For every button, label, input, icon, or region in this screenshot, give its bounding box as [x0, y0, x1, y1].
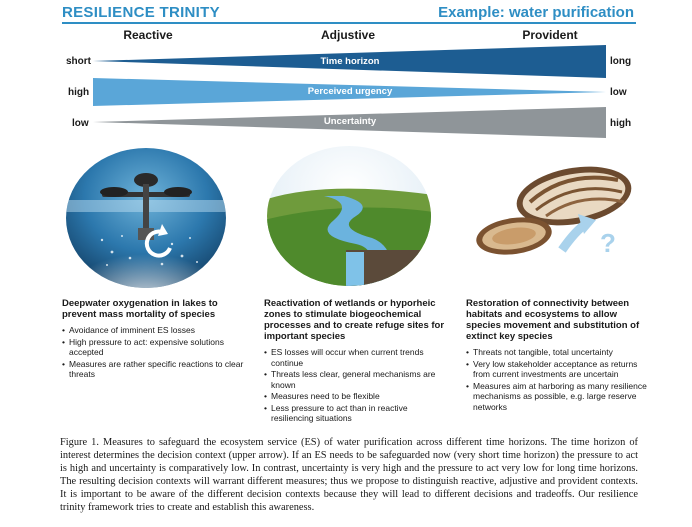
time-horizon-left-label: short	[66, 56, 91, 67]
figure-caption: Figure 1. Measures to safeguard the ecosystem service (ES) of water purification across different time horizons. The time horizon of interest determines the decision context (upper arrow). If an ES needs to be safeguarded now (very short time horizon) the pressure to act is high and uncertainty is comparatively low. In contrast, uncertainty is very high and the pressure to act very low for long time horizons. The resulting decision contexts will warrant different measures; thus we propose to distinguish reactive, adjustive and provident contexts. It is important to be aware of the different decision contexts because they will lead to different decisions and tradeoffs. Our resilience trinity framework tries to create and establish this awareness.	[60, 437, 638, 513]
provident-bullets	[466, 347, 652, 412]
uncertainty-label: Uncertainty	[323, 116, 377, 127]
mussel-shells-illustration	[466, 140, 646, 290]
column-provident	[466, 298, 652, 413]
column-heading-reactive: Reactive	[123, 28, 173, 42]
figure-title: RESILIENCE TRINITY	[62, 4, 220, 21]
list-item: • Threats not tangible, total uncertainty	[466, 347, 652, 358]
reactive-title: Deepwater oxygenation in lakes to prevent mass mortality of species	[62, 298, 218, 320]
list-item: • High pressure to act: expensive solutions accepted	[62, 337, 248, 358]
list-item: • Avoidance of imminent ES losses	[62, 325, 248, 336]
urgency-left-label: high	[68, 87, 90, 98]
uncertainty-left-label: low	[72, 118, 89, 129]
list-item: • Measures need to be flexible	[264, 391, 450, 402]
list-item: • Less pressure to act than in reactive resiliencing situations	[264, 403, 450, 424]
deepwater-oxygenation-illustration	[62, 140, 230, 290]
list-item: • Measures are rather specific reactions to clear threats	[62, 359, 248, 380]
figure-example-label: Example: water purification	[438, 4, 634, 21]
question-mark: ?	[600, 228, 616, 258]
column-heading-provident: Provident	[522, 28, 578, 42]
header-rule	[62, 22, 636, 24]
adjustive-title: Reactivation of wetlands or hyporheic zones to stimulate biogeochemical processes and to create refuge sites for important species	[264, 298, 445, 342]
list-item: • Very low stakeholder acceptance as returns from current investments are uncertain	[466, 359, 652, 380]
time-horizon-right-label: long	[610, 56, 632, 67]
wetland-stream-illustration	[264, 140, 434, 290]
provident-title: Restoration of connectivity between habitats and ecosystems to allow species movement and substitution of extinct key species	[466, 298, 640, 342]
perceived-urgency-label: Perceived urgency	[307, 86, 393, 97]
adjustive-bullets	[264, 347, 450, 424]
column-adjustive	[264, 298, 450, 425]
uncertainty-right-label: high	[610, 118, 632, 129]
list-item: • Threats less clear, general mechanisms are known	[264, 369, 450, 390]
column-heading-adjustive: Adjustive	[320, 28, 375, 42]
list-item: • ES losses will occur when current trends continue	[264, 347, 450, 368]
urgency-right-label: low	[610, 87, 627, 98]
reactive-bullets	[62, 325, 248, 380]
column-reactive	[62, 298, 248, 381]
list-item: • Measures aim at harboring as many resilience mechanisms as possible, e.g. large reserve networks	[466, 381, 652, 413]
time-horizon-label: Time horizon	[320, 56, 380, 67]
